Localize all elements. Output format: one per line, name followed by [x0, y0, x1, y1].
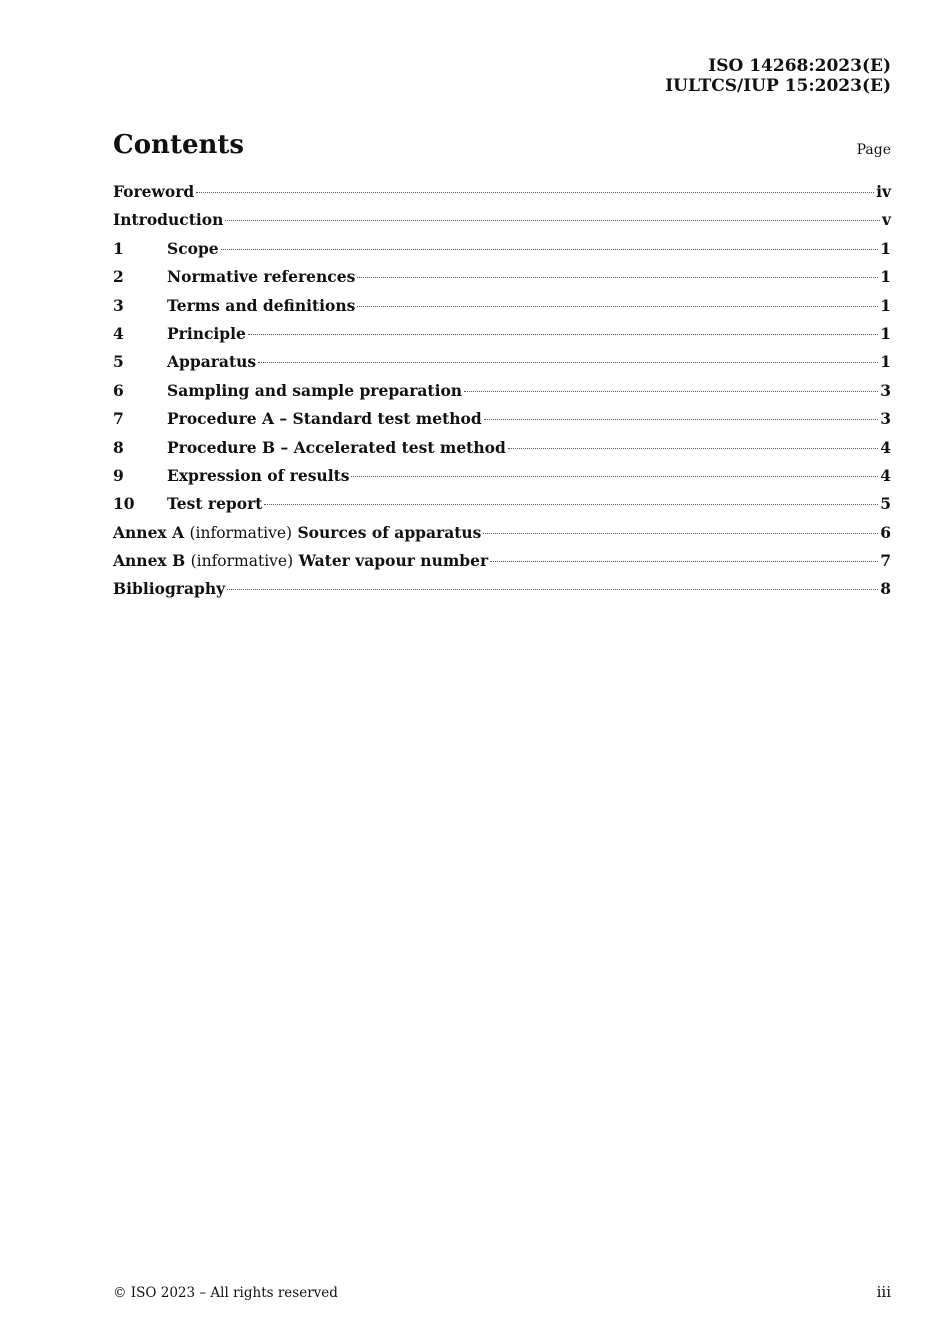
toc-entry-page: 1: [880, 238, 891, 258]
toc-entry-page: 6: [880, 522, 891, 542]
dot-leader: [225, 220, 880, 221]
toc-entry-scope[interactable]: [113, 239, 891, 267]
toc-entry-bibliography[interactable]: [113, 579, 891, 607]
toc-entry-test-report[interactable]: [113, 494, 891, 522]
toc-entry-page: 1: [880, 267, 891, 287]
toc-entry-page: 4: [880, 437, 891, 457]
page-number: iii: [876, 1283, 891, 1301]
table-of-contents: [113, 182, 891, 608]
annex-qualifier: (informative): [189, 523, 293, 542]
toc-entry-annex-b[interactable]: [113, 551, 891, 579]
dot-leader: [248, 334, 878, 335]
toc-entry-title: Introduction: [113, 210, 224, 230]
toc-entry-introduction[interactable]: [113, 210, 891, 238]
toc-entry-page: 3: [880, 409, 891, 429]
toc-entry-title: Normative references: [167, 267, 356, 287]
standard-number: ISO 14268:2023(E): [708, 56, 891, 76]
toc-entry-title: Procedure B – Accelerated test method: [167, 437, 506, 457]
toc-entry-terms-and-definitions[interactable]: [113, 296, 891, 324]
annex-label: Annex A: [113, 522, 185, 542]
annex-qualifier: (informative): [190, 552, 294, 571]
dot-leader: [484, 419, 879, 420]
toc-entry-page: 4: [880, 465, 891, 485]
toc-entry-page: 1: [880, 323, 891, 343]
toc-entry-annex-a[interactable]: [113, 523, 891, 551]
toc-entry-number: 7: [113, 409, 124, 429]
toc-entry-page: 1: [880, 352, 891, 372]
copyright-notice: © ISO 2023 – All rights reserved: [113, 1285, 338, 1301]
toc-entry-number: 3: [113, 295, 124, 315]
toc-entry-sampling[interactable]: [113, 381, 891, 409]
toc-entry-number: 2: [113, 267, 124, 287]
toc-entry-foreword[interactable]: [113, 182, 891, 210]
toc-entry-number: 1: [113, 238, 124, 258]
toc-entry-number: 10: [113, 494, 135, 514]
toc-entry-principle[interactable]: [113, 324, 891, 352]
dot-leader: [227, 589, 878, 590]
toc-entry-number: 6: [113, 380, 124, 400]
toc-entry-title: Principle: [167, 323, 246, 343]
toc-entry-title: Expression of results: [167, 465, 350, 485]
dot-leader: [483, 533, 878, 534]
toc-entry-expression-of-results[interactable]: [113, 466, 891, 494]
toc-entry-title: Bibliography: [113, 579, 226, 599]
dot-leader: [508, 448, 878, 449]
toc-entry-procedure-b[interactable]: [113, 438, 891, 466]
standard-number-iultcs: IULTCS/IUP 15:2023(E): [665, 76, 891, 96]
page-column-label: Page: [856, 142, 891, 158]
toc-entry-number: 4: [113, 323, 124, 343]
dot-leader: [196, 192, 874, 193]
toc-entry-number: 5: [113, 352, 124, 372]
toc-entry-title: Foreword: [113, 182, 195, 201]
dot-leader: [464, 391, 878, 392]
toc-entry-title: [113, 523, 481, 542]
toc-entry-normative-references[interactable]: [113, 267, 891, 295]
annex-title: Sources of apparatus: [297, 522, 482, 542]
annex-title: Water vapour number: [298, 551, 489, 571]
dot-leader: [357, 306, 878, 307]
dot-leader: [351, 476, 878, 477]
toc-entry-page: v: [881, 210, 891, 230]
toc-entry-title: Test report: [167, 494, 263, 514]
toc-entry-page: 1: [880, 295, 891, 315]
toc-entry-page: iv: [876, 182, 891, 201]
toc-entry-title: Apparatus: [167, 352, 257, 372]
dot-leader: [357, 277, 878, 278]
document-header: [665, 56, 891, 96]
toc-entry-title: Terms and definitions: [167, 295, 356, 315]
dot-leader: [490, 561, 878, 562]
dot-leader: [258, 362, 878, 363]
toc-entry-page: 7: [880, 551, 891, 571]
dot-leader: [264, 504, 878, 505]
toc-entry-title: Sampling and sample preparation: [167, 380, 463, 400]
dot-leader: [221, 249, 879, 250]
toc-entry-page: 8: [880, 579, 891, 599]
toc-entry-number: 8: [113, 437, 124, 457]
annex-label: Annex B: [113, 551, 186, 571]
toc-entry-page: 3: [880, 380, 891, 400]
toc-entry-procedure-a[interactable]: [113, 409, 891, 437]
toc-entry-title: Scope: [167, 238, 219, 258]
toc-entry-number: 9: [113, 465, 124, 485]
toc-entry-apparatus[interactable]: [113, 352, 891, 380]
toc-entry-title: [113, 551, 488, 570]
toc-entry-page: 5: [880, 494, 891, 514]
toc-entry-title: Procedure A – Standard test method: [167, 409, 482, 429]
page-title: Contents: [113, 130, 245, 160]
